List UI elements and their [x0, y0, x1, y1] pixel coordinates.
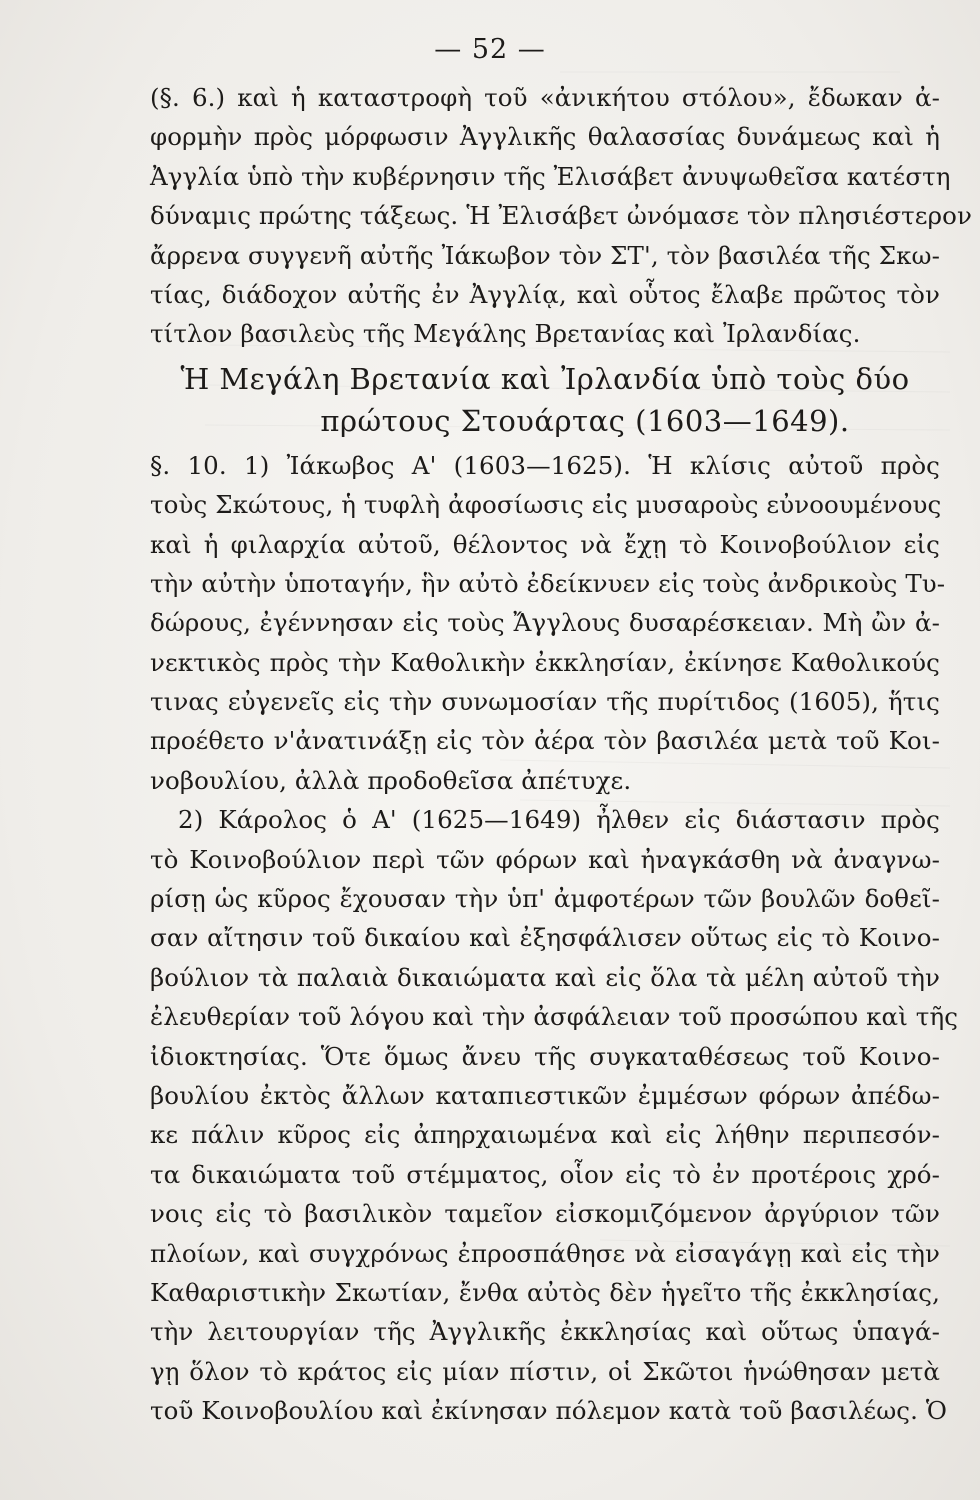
- text-line: φορμὴν πρὸς μόρφωσιν Ἀγγλικῆς θαλασσίας δυνάμεως καὶ ἡ: [150, 122, 940, 152]
- text-line: κε πάλιν κῦρος εἰς ἀπηρχαιωμένα καὶ εἰς λήθην περιπεσόν-: [150, 1120, 940, 1150]
- paragraph-elizabeth: [150, 78, 972, 354]
- text-line: τοῦ Κοινοβουλίου καὶ ἐκίνησαν πόλεμον κατὰ τοῦ βασιλέως. Ὁ: [150, 1396, 948, 1426]
- text-line: νοβουλίου, ἀλλὰ προδοθεῖσα ἀπέτυχε.: [150, 765, 632, 795]
- section-heading-line-2: πρώτους Στουάρτας (1603—1649).: [320, 403, 850, 438]
- body-text: [150, 78, 972, 1431]
- text-line: τινας εὐγενεῖς εἰς τὴν συνωμοσίαν τῆς πυρίτιδος (1605), ἥτις: [150, 687, 940, 717]
- text-line: δώρους, ἐγέννησαν εἰς τοὺς Ἄγγλους δυσαρέσκειαν. Μὴ ὢν ἀ-: [150, 608, 940, 638]
- text-line: τοὺς Σκώτους, ἡ τυφλὴ ἀφοσίωσις εἰς μυσαροὺς εὐνοουμένους: [150, 490, 942, 520]
- text-line: τίας, διάδοχον αὐτῆς ἐν Ἀγγλίᾳ, καὶ οὗτος ἔλαβε πρῶτος τὸν: [150, 279, 940, 309]
- text-line: προέθετο ν'ἀνατινάξῃ εἰς τὸν ἀέρα τὸν βασιλέα μετὰ τοῦ Κοι-: [150, 726, 940, 756]
- text-line: βούλιον τὰ παλαιὰ δικαιώματα καὶ εἰς ὅλα τὰ μέλη αὐτοῦ τὴν: [150, 962, 940, 992]
- text-line: τὴν αὐτὴν ὑποταγήν, ἣν αὐτὸ ἐδείκνυεν εἰς τοὺς ἀνδρικοὺς Τυ-: [150, 568, 946, 598]
- text-line: νεκτικὸς πρὸς τὴν Καθολικὴν ἐκκλησίαν, ἐκίνησε Καθολικούς: [150, 647, 940, 677]
- text-line: ἐλευθερίαν τοῦ λόγου καὶ τὴν ἀσφάλειαν τοῦ προσώπου καὶ τῆς: [150, 1002, 959, 1032]
- page-number: — 52 —: [434, 34, 546, 65]
- paragraph-james: [150, 446, 946, 801]
- text-line: γῃ ὅλον τὸ κράτος εἰς μίαν πίστιν, οἱ Σκῶτοι ἡνώθησαν μετὰ: [150, 1356, 940, 1386]
- text-line: ρίσῃ ὡς κῦρος ἔχουσαν τὴν ὑπ' ἀμφοτέρων τῶν βουλῶν δοθεῖ-: [150, 884, 940, 914]
- text-line: §. 10. 1) Ἰάκωβος Α' (1603—1625). Ἡ κλίσις αὐτοῦ πρὸς: [150, 450, 940, 480]
- text-line: τα δικαιώματα τοῦ στέμματος, οἷον εἰς τὸ ἐν προτέροις χρό-: [150, 1159, 940, 1189]
- section-heading: [150, 358, 940, 442]
- text-line: δύναμις πρώτης τάξεως. Ἡ Ἐλισάβετ ὠνόμασε τὸν πλησιέστερον: [150, 201, 972, 231]
- text-line: σαν αἴτησιν τοῦ δικαίου καὶ ἐξησφάλισεν οὕτως εἰς τὸ Κοινο-: [150, 923, 940, 953]
- text-line: Ἀγγλία ὑπὸ τὴν κυβέρνησιν τῆς Ἐλισάβετ ἀνυψωθεῖσα κατέστη: [150, 161, 951, 191]
- text-line: (§. 6.) καὶ ἡ καταστροφὴ τοῦ «ἀνικήτου στόλου», ἔδωκαν ἀ-: [150, 83, 940, 112]
- text-line: βουλίου ἐκτὸς ἄλλων καταπιεστικῶν ἐμμέσων φόρων ἀπέδω-: [150, 1080, 940, 1110]
- text-line: ἄρρενα συγγενῆ αὐτῆς Ἰάκωβον τὸν ΣΤ', τὸν βασιλέα τῆς Σκω-: [150, 240, 940, 270]
- text-line: Καθαριστικὴν Σκωτίαν, ἔνθα αὐτὸς δὲν ἡγεῖτο τῆς ἐκκλησίας,: [150, 1277, 940, 1307]
- text-line: πλοίων, καὶ συγχρόνως ἐπροσπάθησε νὰ εἰσαγάγῃ καὶ εἰς τὴν: [150, 1238, 940, 1268]
- text-line: τίτλον βασιλεὺς τῆς Μεγάλης Βρετανίας καὶ Ἰρλανδίας.: [150, 319, 861, 349]
- text-line: καὶ ἡ φιλαρχία αὐτοῦ, θέλοντος νὰ ἔχῃ τὸ Κοινοβούλιον εἰς: [150, 529, 940, 559]
- text-line: νοις εἰς τὸ βασιλικὸν ταμεῖον εἰσκομιζόμενον ἀργύριον τῶν: [150, 1199, 940, 1229]
- text-line: ἰδιοκτησίας. Ὅτε ὅμως ἄνευ τῆς συγκαταθέσεως τοῦ Κοινο-: [150, 1041, 940, 1071]
- section-heading-line-1: Ἡ Μεγάλη Βρετανία καὶ Ἰρλανδία ὑπὸ τοὺς δύο: [180, 361, 910, 396]
- paragraph-charles: [150, 800, 959, 1430]
- text-line: τὸ Κοινοβούλιον περὶ τῶν φόρων καὶ ἠναγκάσθη νὰ ἀναγνω-: [150, 844, 940, 874]
- text-line: 2) Κάρολος ὁ Α' (1625—1649) ἦλθεν εἰς διάστασιν πρὸς: [178, 805, 940, 835]
- text-line: τὴν λειτουργίαν τῆς Ἀγγλικῆς ἐκκλησίας καὶ οὕτως ὑπαγά-: [150, 1317, 940, 1347]
